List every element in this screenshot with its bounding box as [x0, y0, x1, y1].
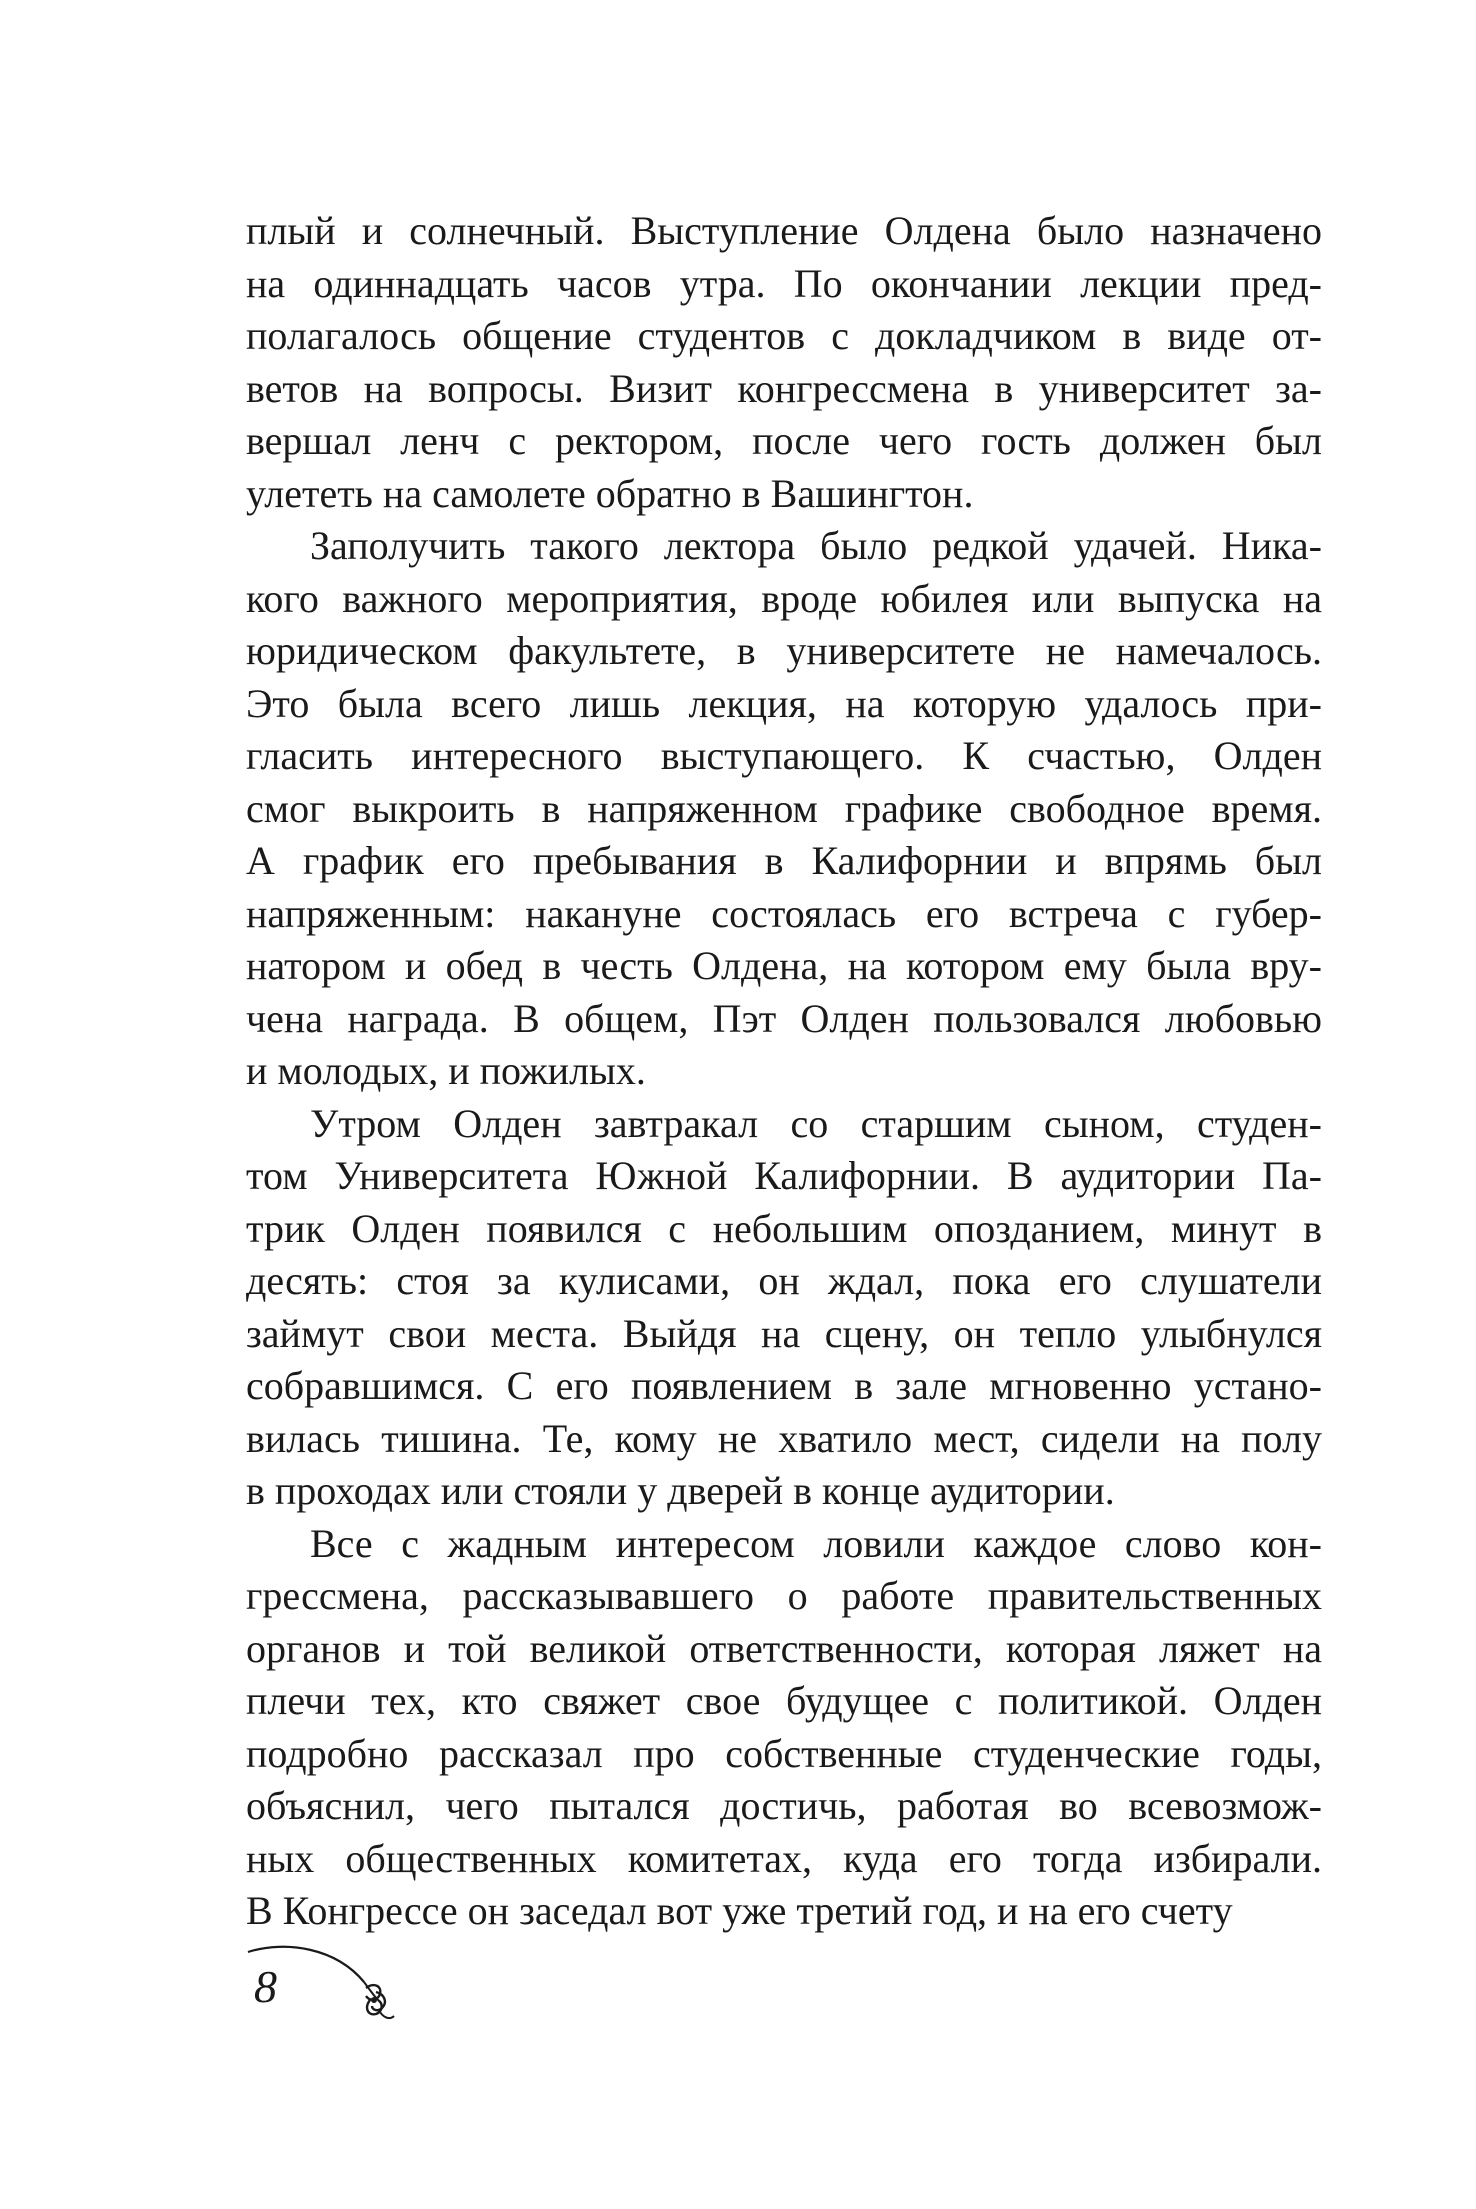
- paragraph: [246, 520, 1322, 1098]
- page-number: 8: [254, 1961, 277, 2012]
- text-line: Заполучить такого лектора было редкой удачей. Ника-: [310, 523, 1322, 568]
- text-line: Все с жадным интересом ловили каждое слово кон-: [310, 1520, 1322, 1566]
- text-line: чена награда. В общем, Пэт Олден пользовался любовью: [246, 995, 1322, 1041]
- text-line: Это была всего лишь лекция, на которую удалось при-: [246, 680, 1322, 726]
- text-line: ных общественных комитетах, куда его тогда избирали.: [246, 1835, 1322, 1881]
- text-line: том Университета Южной Калифорнии. В аудитории Па-: [246, 1153, 1322, 1198]
- text-line: грессмена, рассказывавшего о работе правительственных: [246, 1573, 1322, 1618]
- text-line: Утром Олден завтракал со старшим сыном, студен-: [310, 1100, 1322, 1146]
- text-line: трик Олден появился с небольшим опозданием, минут в: [246, 1205, 1322, 1251]
- text-line: и молодых, и пожилых.: [246, 1048, 646, 1093]
- text-line: юридическом факультете, в университете не намечалось.: [246, 628, 1322, 673]
- text-line: займут свои места. Выйдя на сцену, он тепло улыбнулся: [246, 1310, 1322, 1356]
- text-line: на одиннадцать часов утра. По окончании лекции пред-: [246, 260, 1322, 306]
- text-line: напряженным: накануне состоялась его встреча с губер-: [246, 890, 1322, 936]
- text-line: десять: стоя за кулисами, он ждал, пока его слушатели: [246, 1258, 1322, 1303]
- text-line: В Конгрессе он заседал вот уже третий год, и на его счету: [246, 1888, 1233, 1933]
- text-line: подробно рассказал про собственные студенческие годы,: [246, 1730, 1322, 1776]
- text-line: А график его пребывания в Калифорнии и впрямь был: [246, 838, 1322, 883]
- page-footer: [246, 1930, 446, 2040]
- text-line: гласить интересного выступающего. К счастью, Олден: [246, 733, 1322, 778]
- text-line: ветов на вопросы. Визит конгрессмена в университет за-: [246, 365, 1322, 411]
- text-line: смог выкроить в напряженном графике свободное время.: [246, 785, 1322, 831]
- text-line: кого важного мероприятия, вроде юбилея или выпуска на: [246, 575, 1322, 621]
- text-line: объяснил, чего пытался достичь, работая во всевозмож-: [246, 1783, 1322, 1828]
- text-line: вилась тишина. Те, кому не хватило мест, сидели на полу: [246, 1415, 1322, 1461]
- text-line: в проходах или стояли у дверей в конце аудитории.: [246, 1468, 1115, 1513]
- paragraph: [246, 205, 1322, 520]
- page-body: [246, 205, 1322, 1938]
- text-line: плечи тех, кто свяжет свое будущее с политикой. Олден: [246, 1678, 1322, 1723]
- text-line: органов и той великой ответственности, которая ляжет на: [246, 1625, 1322, 1671]
- text-line: улететь на самолете обратно в Вашингтон.: [246, 470, 974, 516]
- paragraph: [246, 1518, 1322, 1938]
- text-line: плый и солнечный. Выступление Олдена было назначено: [246, 208, 1322, 253]
- text-line: натором и обед в честь Олдена, на котором ему была вру-: [246, 943, 1322, 988]
- text-line: вершал ленч с ректором, после чего гость должен был: [246, 418, 1322, 463]
- text-line: собравшимся. С его появлением в зале мгновенно устано-: [246, 1363, 1322, 1408]
- text-line: полагалось общение студентов с докладчиком в виде от-: [246, 313, 1322, 358]
- paragraph: [246, 1098, 1322, 1518]
